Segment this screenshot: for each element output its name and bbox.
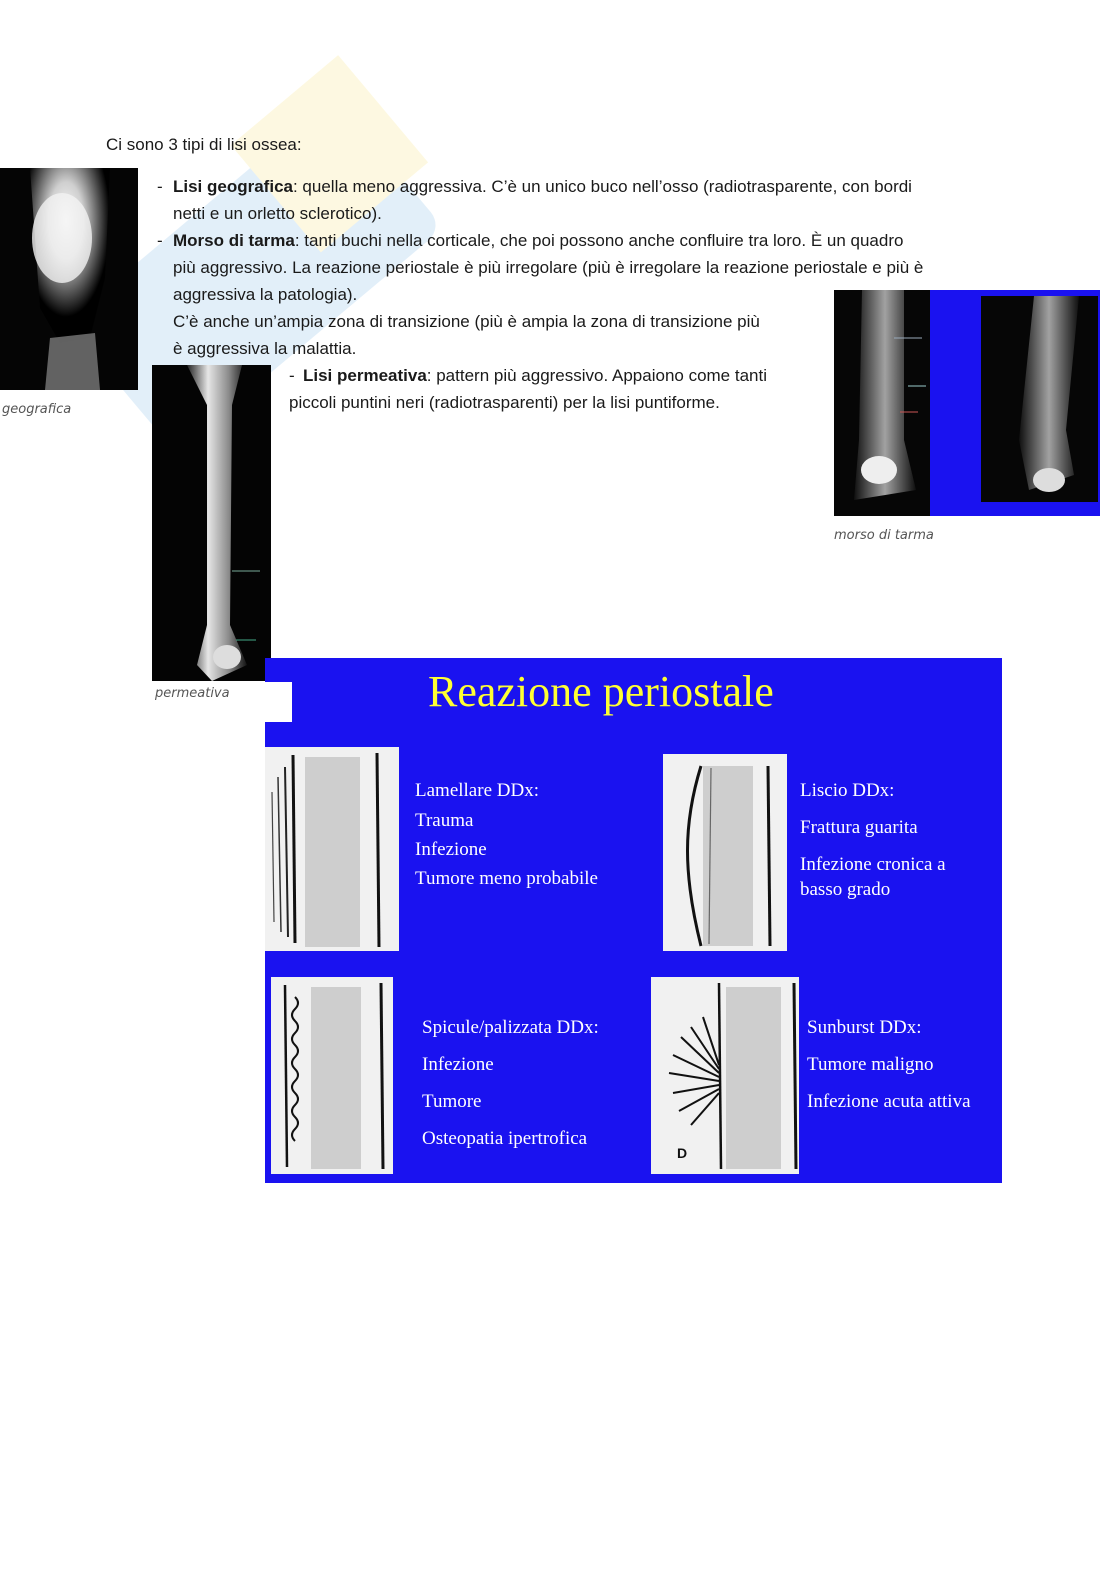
panel-heading: Sunburst DDx: bbox=[807, 1017, 922, 1038]
panel-item: Osteopatia ipertrofica bbox=[422, 1128, 588, 1149]
item-text: aggressiva la patologia). bbox=[173, 285, 358, 304]
slide-reazione-periostale bbox=[265, 658, 1002, 1183]
item-text: C’è anche un’ampia zona di transizione (più è ampia la zona di transizione più bbox=[173, 312, 760, 331]
panel-item: Infezione acuta attiva bbox=[807, 1091, 971, 1112]
dash-2: - bbox=[157, 231, 163, 250]
item-text: : quella meno aggressiva. C’è un unico buco nell’osso (radiotrasparente, con bordi bbox=[292, 177, 912, 196]
panel-item: Tumore meno probabile bbox=[415, 868, 598, 889]
item-text: piccoli puntini neri (radiotrasparenti) per la lisi puntiforme. bbox=[289, 393, 720, 412]
diagram-lamellare bbox=[265, 747, 399, 951]
panel-item: Infezione bbox=[422, 1054, 494, 1075]
list-item-permeativa bbox=[303, 362, 767, 389]
item-text: : pattern più aggressivo. Appaiono come tanti bbox=[426, 366, 767, 385]
xray-permeativa bbox=[152, 365, 271, 681]
item-text: più aggressivo. La reazione periostale è più irregolare (più è irregolare la reazione periostale e più è bbox=[173, 258, 924, 277]
term-geografica: Lisi geografica bbox=[173, 177, 293, 196]
xray-geografica bbox=[0, 168, 138, 390]
intro-text: Ci sono 3 tipi di lisi ossea: bbox=[106, 135, 302, 154]
diagram-spicule bbox=[271, 977, 393, 1174]
slide-corner-mask bbox=[265, 682, 292, 722]
panel-item: Infezione bbox=[415, 839, 487, 860]
panel-heading: Spicule/palizzata DDx: bbox=[422, 1017, 599, 1038]
dash-3: - bbox=[289, 366, 295, 385]
list-item-morso bbox=[173, 227, 903, 254]
diagram-sunburst bbox=[651, 977, 799, 1174]
term-permeativa: Lisi permeativa bbox=[303, 366, 427, 385]
diagram-letter: D bbox=[677, 1145, 688, 1161]
item-text: è aggressiva la malattia. bbox=[173, 339, 357, 358]
dash-1: - bbox=[157, 177, 163, 196]
panel-item: Tumore maligno bbox=[807, 1054, 934, 1075]
item-text: : tanti buchi nella corticale, che poi possono anche confluire tra loro. È un quadro bbox=[294, 231, 904, 250]
item-text: netti e un orletto sclerotico). bbox=[173, 204, 382, 223]
caption-morso-di-tarma: morso di tarma bbox=[834, 528, 934, 543]
panel-item: Infezione cronica a bbox=[800, 854, 946, 875]
diagram-liscio bbox=[663, 754, 787, 951]
panel-heading: Liscio DDx: bbox=[800, 780, 895, 801]
caption-geografica: geografica bbox=[2, 402, 72, 417]
panel-item: Tumore bbox=[422, 1091, 482, 1112]
xray-morso-di-tarma bbox=[834, 290, 1100, 516]
term-morso: Morso di tarma bbox=[173, 231, 295, 250]
panel-item: Frattura guarita bbox=[800, 817, 918, 838]
slide-title: Reazione periostale bbox=[428, 667, 774, 716]
panel-item: Trauma bbox=[415, 810, 474, 831]
list-item-geografica bbox=[173, 173, 912, 200]
caption-permeativa: permeativa bbox=[155, 686, 230, 701]
panel-item: basso grado bbox=[800, 879, 891, 900]
panel-heading: Lamellare DDx: bbox=[415, 780, 539, 801]
